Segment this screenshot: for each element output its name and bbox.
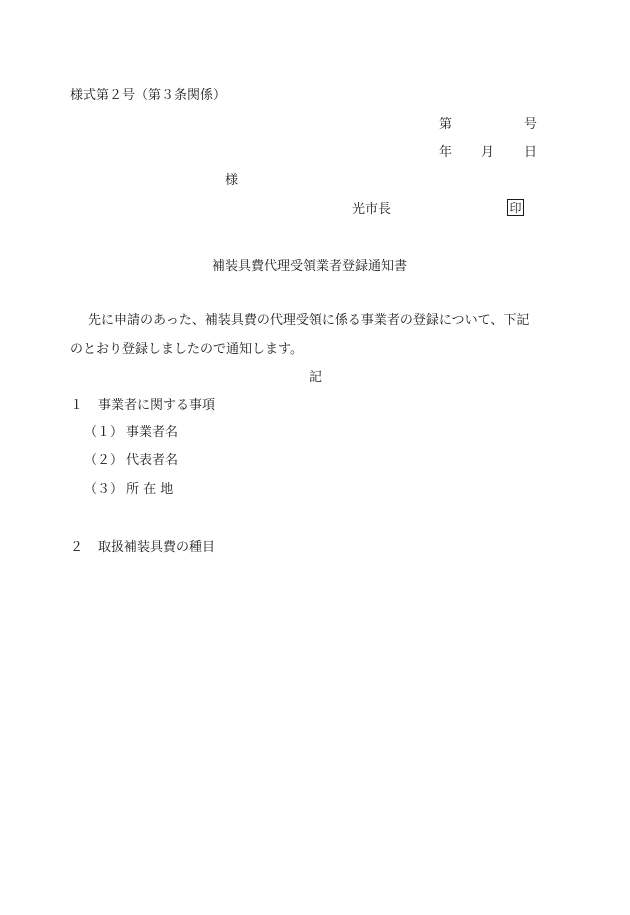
list-item-representative — [84, 454, 178, 467]
body-text-line-2: のとおり登録しましたので通知します。 — [70, 342, 303, 357]
issuer-name: 光市長 — [352, 202, 392, 217]
list-item-label: 代表者名 — [126, 453, 179, 468]
date-day-label: 日 — [524, 145, 538, 160]
seal-label: 印 — [509, 200, 522, 215]
body-text-line-1: 先に申請のあった、補装具費の代理受領に係る事業者の登録について、下記 — [88, 313, 530, 328]
document-number-prefix: 第 — [439, 117, 453, 132]
list-item-address — [84, 483, 173, 496]
section-2-number: ２ — [70, 540, 84, 555]
list-item-label: 所 在 地 — [126, 482, 174, 497]
list-item-business-name — [84, 426, 178, 439]
date-month-label: 月 — [481, 145, 495, 160]
list-item-number: （１） — [84, 425, 124, 440]
list-item-label: 事業者名 — [126, 425, 179, 440]
form-number: 様式第２号（第３条関係） — [70, 88, 227, 103]
date-year-label: 年 — [439, 145, 453, 160]
section-1-title: 事業者に関する事項 — [98, 398, 216, 413]
list-item-number: （３） — [84, 482, 124, 497]
addressee-honorific: 様 — [225, 173, 239, 188]
section-1-number: １ — [70, 398, 84, 413]
list-item-number: （２） — [84, 453, 124, 468]
section-2-title: 取扱補装具費の種目 — [98, 540, 216, 555]
document-number-suffix: 号 — [524, 117, 538, 132]
document-title: 補装具費代理受領業者登録通知書 — [212, 259, 408, 274]
seal-stamp-icon — [507, 199, 524, 216]
ki-heading: 記 — [309, 370, 323, 385]
